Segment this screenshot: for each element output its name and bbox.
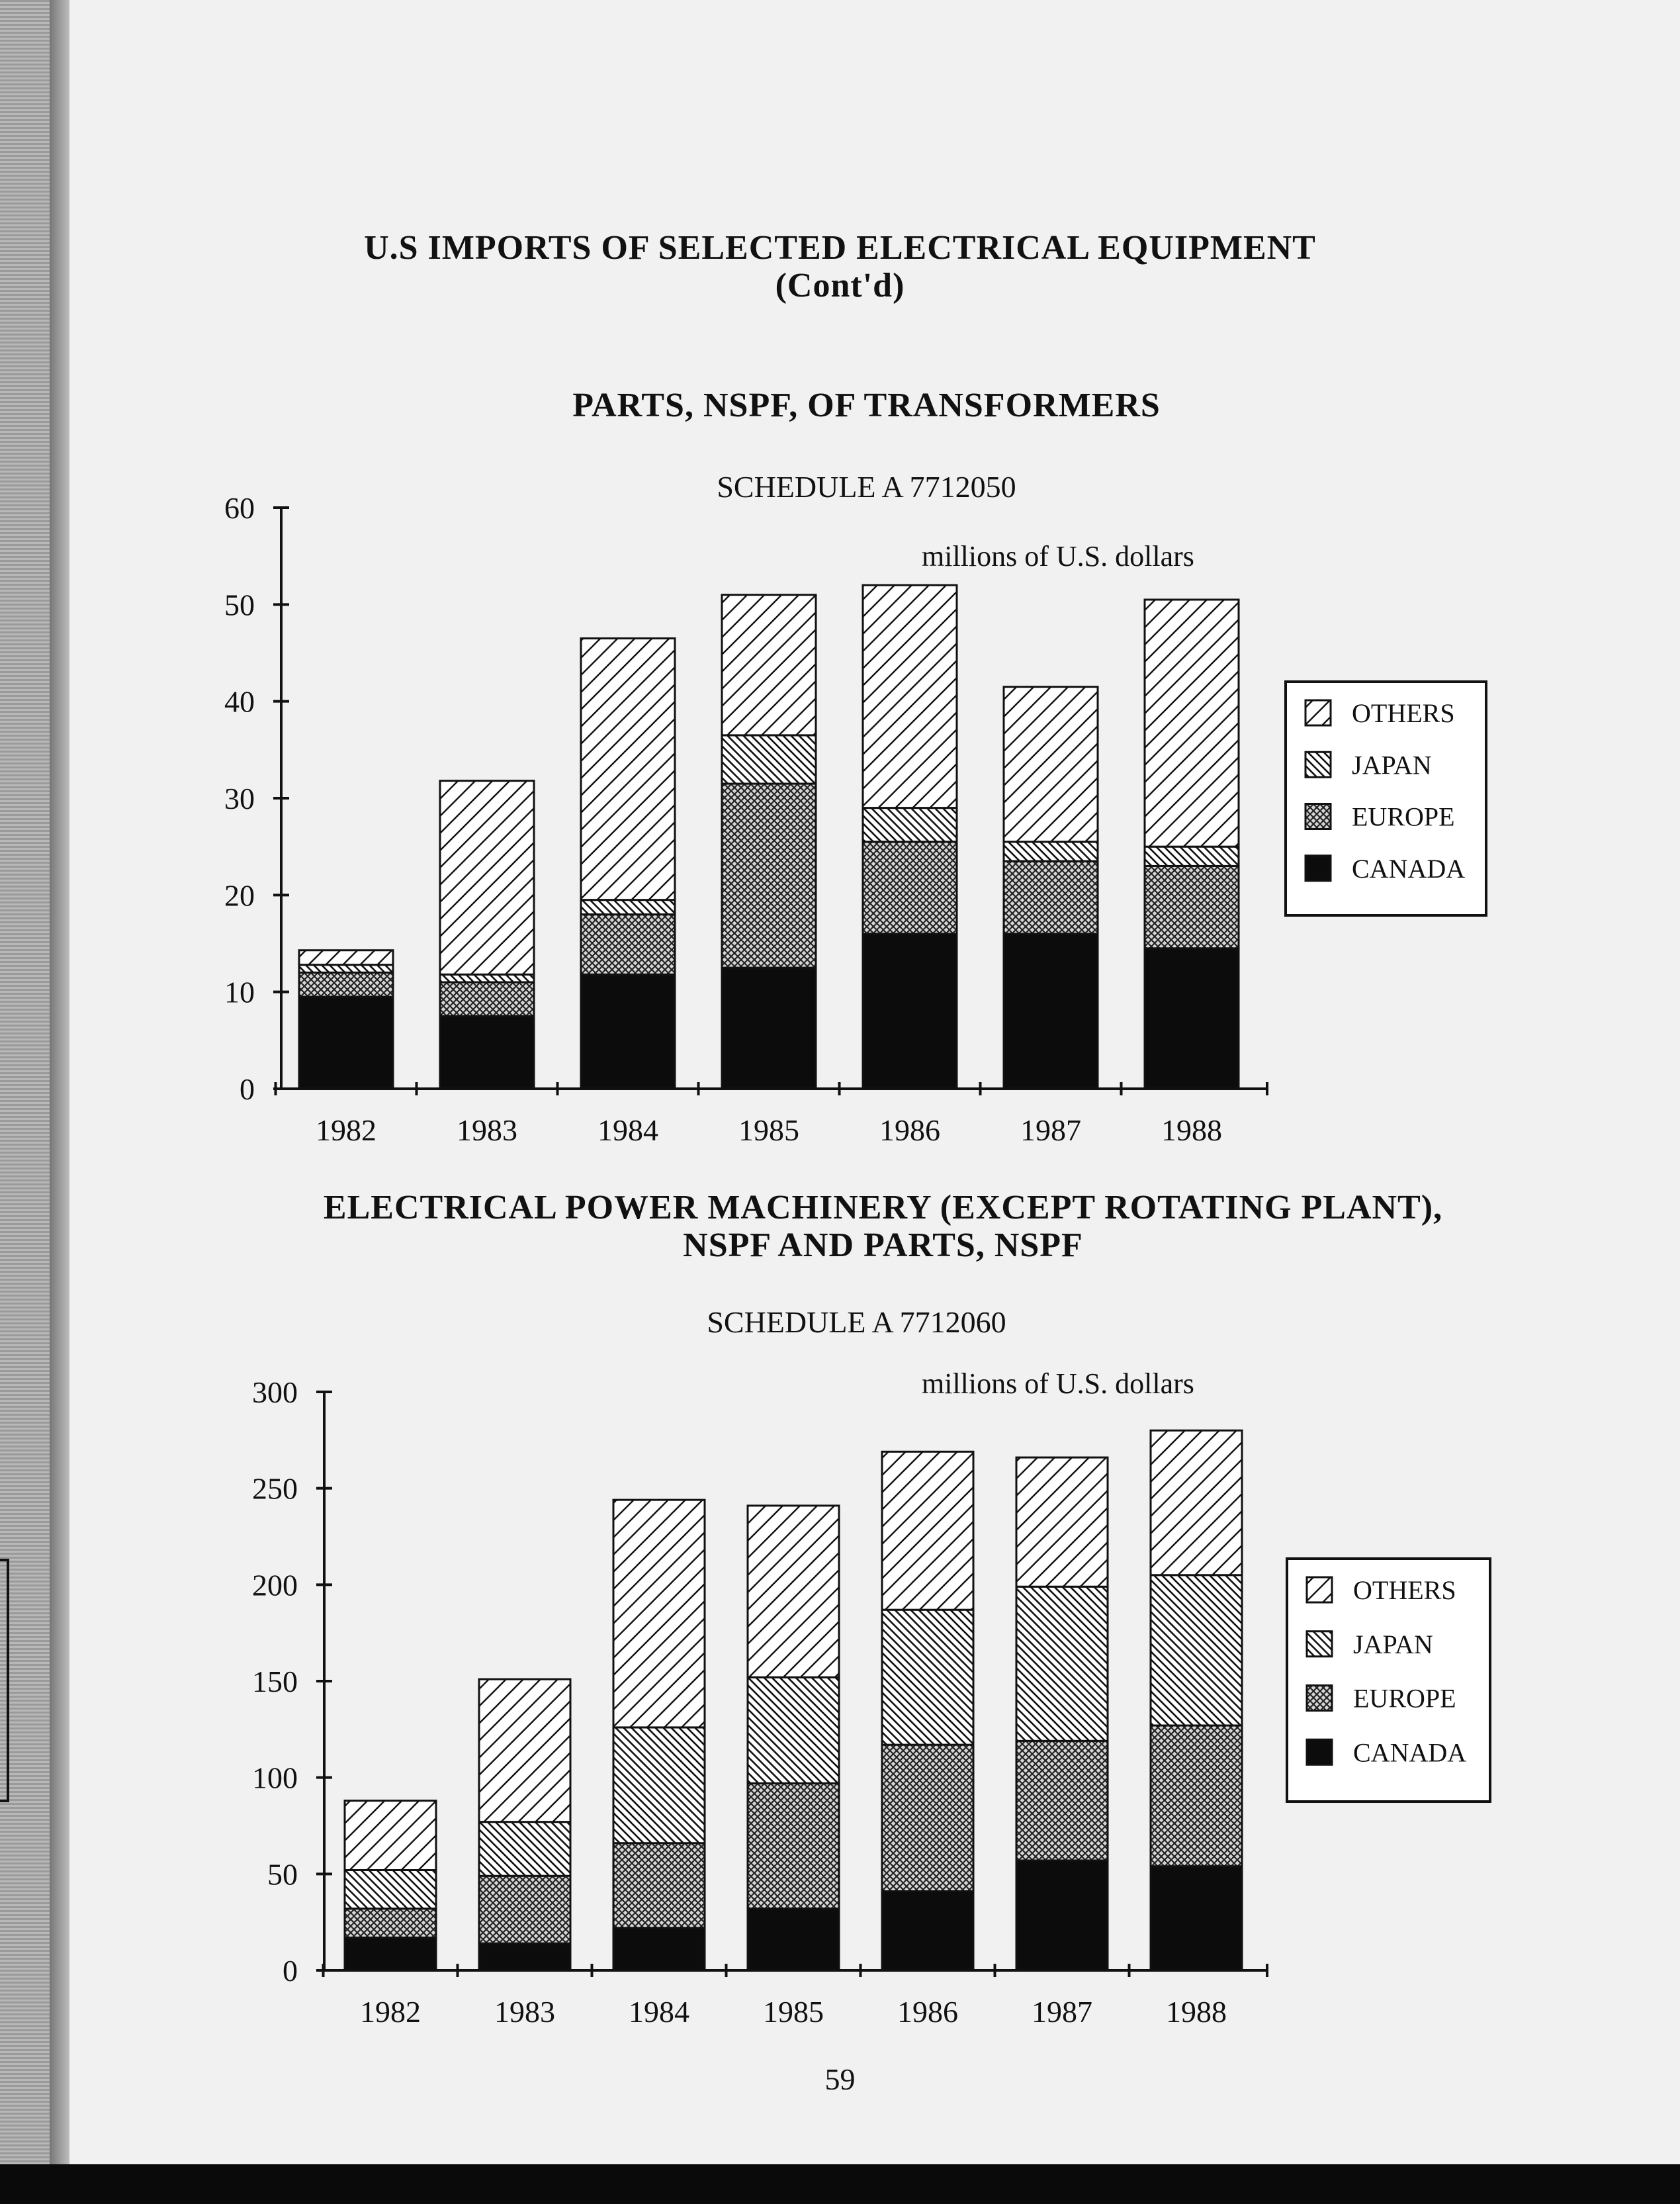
chart1-x-tick-label: 1983 [457,1113,517,1147]
chart1-legend-swatch-others [1305,700,1331,725]
chart1-bar-canada-1984 [581,974,675,1089]
chart1-bar-europe-1982 [299,972,393,997]
chart2-title-line2: NSPF AND PARTS, NSPF [683,1226,1083,1264]
chart2-bar-others-1987 [1016,1457,1108,1586]
chart2-bar-others-1985 [748,1506,839,1677]
chart1-x-tick-label: 1985 [738,1113,799,1147]
chart1-bar-europe-1988 [1145,866,1239,948]
chart1-y-tick-label: 10 [224,975,255,1009]
chart2-title-line1: ELECTRICAL POWER MACHINERY (EXCEPT ROTATING PLANT), [323,1189,1443,1226]
chart2-subtitle: SCHEDULE A 7712060 [707,1305,1006,1339]
chart1-bar-canada-1983 [440,1016,534,1089]
chart2-legend-label-canada: CANADA [1353,1737,1467,1768]
chart1-bar-others-1988 [1145,600,1239,847]
chart1-bar-europe-1983 [440,982,534,1016]
chart1-legend-label-canada: CANADA [1352,853,1466,884]
chart2-x-tick-label: 1987 [1032,1995,1092,2029]
chart2-bar-europe-1987 [1016,1741,1108,1860]
chart2-legend-swatch-canada [1307,1739,1332,1765]
chart2-bar-japan-1986 [882,1610,973,1745]
chart2-bar-others-1986 [882,1451,973,1610]
chart1-y-tick-label: 40 [224,684,255,719]
chart2-bar-canada-1984 [613,1928,705,1970]
chart2-bar-japan-1982 [345,1870,436,1909]
chart2-bar-canada-1986 [882,1892,973,1970]
chart2-legend-label-japan: JAPAN [1353,1629,1433,1659]
chart1-legend-label-europe: EUROPE [1352,802,1455,832]
chart2-x-tick-label: 1982 [360,1995,421,2029]
chart1-subtitle: SCHEDULE A 7712050 [717,470,1016,504]
page-title-line2: (Cont'd) [775,267,905,304]
chart1-bar-others-1987 [1004,687,1098,842]
chart2-bar-europe-1986 [882,1745,973,1891]
chart2-x-tick-label: 1985 [763,1995,824,2029]
chart1-legend-swatch-japan [1305,752,1331,777]
chart1-bar-canada-1988 [1145,948,1239,1089]
chart1-title: PARTS, NSPF, OF TRANSFORMERS [572,387,1161,424]
chart2-bar-europe-1982 [345,1909,436,1938]
chart1-x-tick-label: 1987 [1020,1113,1081,1147]
chart1-y-tick-label: 0 [240,1072,255,1106]
chart2-x-tick-label: 1983 [494,1995,555,2029]
chart1-y-tick-label: 60 [224,491,255,525]
chart2-y-tick-label: 300 [252,1375,298,1409]
page-number: 59 [824,2062,856,2096]
chart1-bar-others-1982 [299,950,393,965]
chart1-bar-japan-1985 [722,735,816,784]
chart2-bar-others-1984 [613,1500,705,1727]
chart2-bar-canada-1983 [479,1943,570,1970]
chart2-legend-swatch-europe [1307,1686,1332,1711]
chart1-legend-label-others: OTHERS [1352,698,1455,728]
chart2-x-tick-label: 1986 [897,1995,958,2029]
chart2-bar-japan-1985 [748,1677,839,1783]
chart1-bar-others-1986 [863,585,957,808]
chart2-y-tick-label: 250 [252,1471,298,1506]
chart2-bar-others-1983 [479,1679,570,1822]
chart1-bar-canada-1987 [1004,934,1098,1089]
chart1-x-tick-label: 1982 [316,1113,376,1147]
chart2-bar-japan-1983 [479,1822,570,1876]
chart2-legend-swatch-japan [1307,1631,1332,1657]
chart1-bar-canada-1986 [863,934,957,1089]
chart1-y-tick-label: 30 [224,782,255,815]
chart2-y-tick-label: 100 [252,1761,298,1795]
chart1-legend-label-japan: JAPAN [1352,750,1432,780]
chart2-y-tick-label: 0 [283,1954,298,1988]
chart1-x-tick-label: 1988 [1161,1113,1222,1147]
chart2-bar-others-1988 [1151,1430,1242,1575]
chart1-units-label: millions of U.S. dollars [922,540,1194,573]
chart2-bar-japan-1984 [613,1727,705,1843]
chart2-x-tick-label: 1984 [629,1995,689,2029]
chart1-bar-europe-1986 [863,842,957,934]
chart2-legend-label-others: OTHERS [1353,1575,1456,1605]
chart2-bar-others-1982 [345,1801,436,1870]
chart1-bar-japan-1982 [299,965,393,973]
chart2-bar-canada-1982 [345,1937,436,1970]
chart2-units-label: millions of U.S. dollars [922,1367,1194,1400]
chart2-bar-europe-1983 [479,1876,570,1943]
chart1-y-tick-label: 20 [224,878,255,913]
chart2-y-tick-label: 50 [267,1857,298,1892]
chart2-bar-europe-1984 [613,1843,705,1928]
chart1-x-tick-label: 1984 [597,1113,658,1147]
chart1-x-tick-label: 1986 [879,1113,940,1147]
chart1-bar-canada-1985 [722,968,816,1089]
chart2-bar-japan-1988 [1151,1575,1242,1725]
chart1-bar-others-1985 [722,595,816,735]
chart2-bar-canada-1987 [1016,1860,1108,1970]
chart2-y-tick-label: 200 [252,1568,298,1602]
chart1-bar-japan-1983 [440,974,534,982]
chart2-bar-canada-1988 [1151,1866,1242,1970]
chart1-bar-canada-1982 [299,997,393,1089]
chart2-bar-europe-1985 [748,1783,839,1908]
chart1-bar-japan-1988 [1145,847,1239,866]
chart1-bar-others-1984 [581,639,675,900]
chart2-x-tick-label: 1988 [1166,1995,1227,2029]
chart2-y-tick-label: 150 [252,1665,298,1698]
chart1-bar-japan-1986 [863,808,957,842]
chart2-bar-europe-1988 [1151,1725,1242,1866]
chart1-bar-europe-1984 [581,915,675,975]
chart2-bar-canada-1985 [748,1909,839,1970]
chart1-bar-europe-1985 [722,784,816,968]
chart1-legend-swatch-europe [1305,804,1331,829]
chart1-bar-japan-1984 [581,900,675,915]
chart1-bar-japan-1987 [1004,842,1098,861]
chart2-legend-swatch-others [1307,1577,1332,1602]
chart1-bar-others-1983 [440,781,534,975]
page-title-line1: U.S IMPORTS OF SELECTED ELECTRICAL EQUIPMENT [364,229,1316,267]
chart2-bar-japan-1987 [1016,1586,1108,1741]
chart1-bar-europe-1987 [1004,861,1098,934]
chart1-legend-swatch-canada [1305,856,1331,881]
chart1-y-tick-label: 50 [224,588,255,622]
chart2-legend-label-europe: EUROPE [1353,1683,1456,1714]
